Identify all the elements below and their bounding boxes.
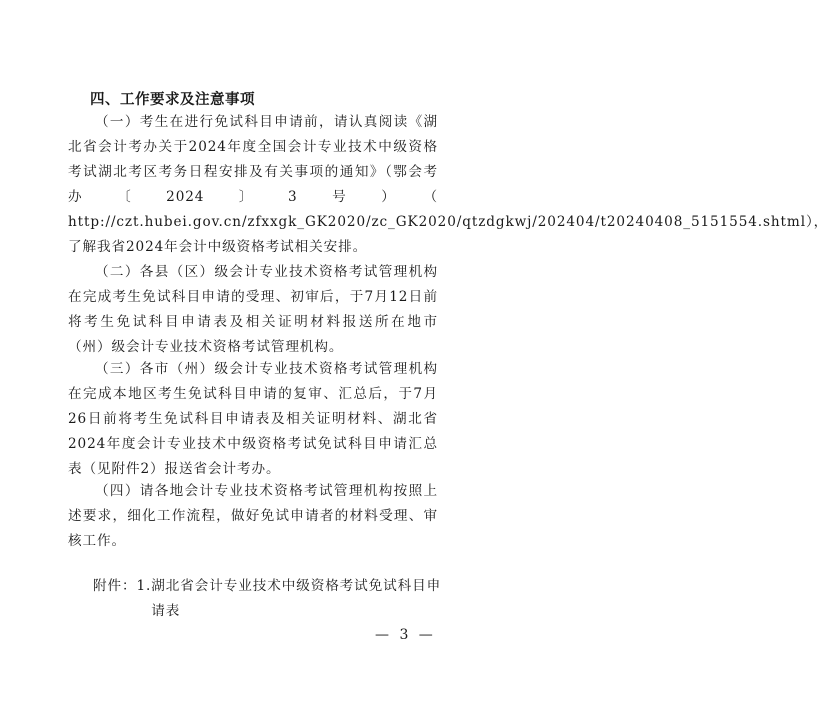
section-heading: 四、工作要求及注意事项 bbox=[90, 92, 255, 108]
attachment-list bbox=[93, 574, 443, 624]
paragraph-1: （一）考生在进行免试科目申请前，请认真阅读《湖北省会计考办关于2024年度全国会计专业技术中级资格考试湖北考区考务日程安排及有关事项的通知》（鄂会考办〔2024〕3号）（ http://czt.hubei.gov.cn/zfxxgk_GK2020/zc_GK2020/qtzdgkwj/202404/t20240408_5151554.shtml），了解我省2024年会计中级资格考试相关安排。 bbox=[68, 114, 828, 255]
attachment-item-1: 湖北省会计专业技术中级资格考试免试科目申请表 bbox=[151, 578, 442, 619]
paragraph-2: （二）各县（区）级会计专业技术资格考试管理机构在完成考生免试科目申请的受理、初审后，于7月12日前将考生免试科目申请表及相关证明材料报送所在地市（州）级会计专业技术资格考试管理机构。 bbox=[68, 264, 438, 355]
page-number: — 3 — bbox=[375, 627, 436, 643]
paragraph-4: （四）请各地会计专业技术资格考试管理机构按照上述要求，细化工作流程，做好免试申请者的材料受理、审核工作。 bbox=[68, 483, 438, 549]
paragraph-3: （三）各市（州）级会计专业技术资格考试管理机构在完成本地区考生免试科目申请的复审、汇总后，于7月26日前将考生免试科目申请表及相关证明材料、湖北省2024年度会计专业技术中级资格考试免试科目申请汇总表（见附件2）报送省会计考办。 bbox=[68, 361, 438, 477]
attachment-label: 附件：1. bbox=[93, 578, 152, 594]
